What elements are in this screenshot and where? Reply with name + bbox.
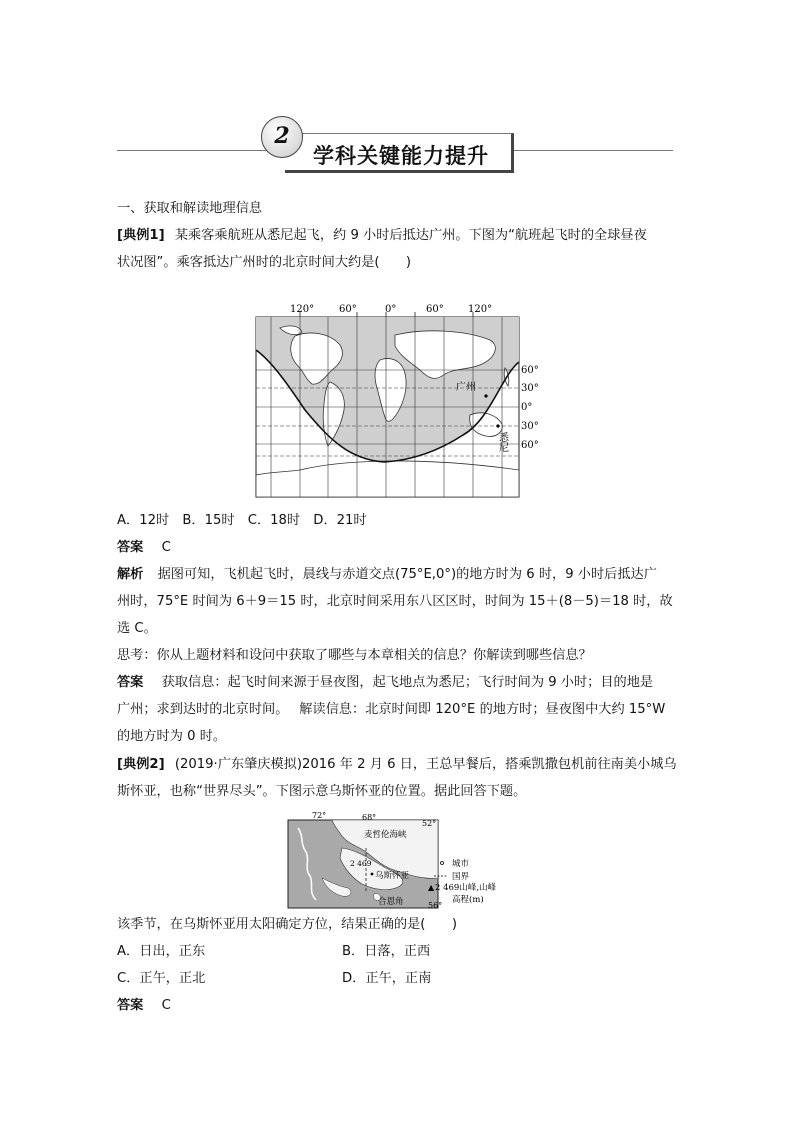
section-heading: 一、获取和解读地理信息 (117, 201, 263, 216)
smap-city: 乌斯怀亚 (375, 871, 410, 881)
example1-answer (117, 539, 171, 557)
example1-question-line2: 状况图”。乘客抵达广州时的北京时间大约是( ) (117, 255, 412, 270)
smap-lon-right: 68° (362, 813, 377, 822)
map-lon-label-4: 60° (426, 304, 444, 315)
world-daynight-map (240, 300, 550, 500)
example2-answer (117, 997, 171, 1015)
thinking-answer-line2: 广州；求到达时的北京时间。 解读信息：北京时间即 120°E 的地方时；昼夜图中大约 15°W (117, 702, 666, 717)
example1-analysis-line2: 州时，75°E 时间为 6＋9＝15 时，北京时间采用东八区区时，时间为 15＋(8－5)＝18 时，故 (117, 594, 673, 609)
smap-cape: 合恩角 (378, 897, 404, 907)
map-lat-label-1: 60° (521, 365, 539, 376)
smap-lat-top: 52° (422, 819, 437, 828)
example2-option-d: D．正午，正南 (342, 971, 432, 986)
example1-tag: [典例1] (117, 228, 165, 243)
smap-peak: 2 469 (350, 859, 372, 868)
world-map-svg (240, 300, 550, 500)
map-lat-label-4: 30° (521, 421, 539, 432)
analysis-label: 解析 (117, 567, 144, 582)
smap-lat-bottom: 56° (428, 901, 443, 910)
example2-option-a: A．日出，正东 (117, 944, 206, 959)
legend-peak-mark: ▲ (428, 883, 435, 892)
map-lat-label-5: 60° (521, 440, 539, 451)
map-lat-label-2: 30° (521, 383, 539, 394)
example2-answer-value: C (161, 998, 171, 1013)
legend-city: 城市 (452, 859, 470, 869)
thinking-question: 思考：你从上题材料和设问中获取了哪些与本章相关的信息？你解读到哪些信息？ (117, 648, 592, 663)
example1-question-line1: 某乘客乘航班从悉尼起飞，约 9 小时后抵达广州。下图为“航班起飞时的全球昼夜 (174, 228, 647, 243)
answer-value: C (161, 540, 171, 555)
ushuaia-map-svg (282, 808, 512, 910)
example1-line1 (117, 227, 647, 245)
example1-analysis-line3: 选 C。 (117, 621, 157, 636)
smap-lon-left: 72° (312, 811, 327, 820)
example2-tag: [典例2] (117, 757, 165, 772)
map-lon-label-2: 60° (339, 304, 357, 315)
example2-sub-question: 该季节，在乌斯怀亚用太阳确定方位，结果正确的是( ) (117, 917, 457, 932)
analysis-text-line1: 据图可知，飞机起飞时，晨线与赤道交点(75°E,0°)的地方时为 6 时，9 小时后抵达广 (157, 567, 657, 582)
thinking-answer-line1 (117, 674, 653, 692)
example2-option-c: C．正午，正北 (117, 971, 206, 986)
example2-option-b: B．日落，正西 (342, 944, 431, 959)
ushuaia-map (282, 808, 512, 910)
thinking-answer-label: 答案 (117, 675, 144, 690)
example2-question-line2: 斯怀亚，也称“世界尽头”。下图示意乌斯怀亚的位置。据此回答下题。 (117, 784, 527, 799)
map-lon-label-3: 0° (385, 304, 397, 315)
map-lon-label-5: 120° (468, 304, 493, 315)
example2-question-line1: (2019·广东肇庆模拟)2016 年 2 月 6 日，王总早餐后，搭乘凯撒包机前往南美小城乌 (174, 757, 677, 772)
map-place-sydney: 悉尼 (496, 432, 508, 452)
legend-border: 国界 (452, 872, 470, 882)
thinking-answer-line3: 的地方时为 0 时。 (117, 729, 227, 744)
answer-label: 答案 (117, 540, 144, 555)
example2-answer-label: 答案 (117, 998, 144, 1013)
legend-city-symbol (441, 862, 444, 865)
section-number: 2 (274, 123, 290, 149)
thinking-answer-text1: 获取信息：起飞时间来源于昼夜图，起飞地点为悉尼；飞行时间为 9 小时；目的地是 (161, 675, 654, 690)
header-rule-left (117, 150, 267, 151)
map-lon-label-1: 120° (290, 304, 315, 315)
header-rule-right (511, 150, 673, 151)
example2-line1 (117, 756, 677, 774)
example1-options: A．12时 B．15时 C．18时 D．21时 (117, 513, 367, 528)
map-place-guangzhou: 广州 (456, 382, 476, 393)
page-title: 学科关键能力提升 (313, 143, 489, 168)
map-lat-label-3: 0° (521, 402, 533, 413)
legend-peak: 2 469山峰,山峰 (435, 883, 497, 893)
legend-elevation: 高程(m) (452, 895, 484, 905)
smap-strait: 麦哲伦海峡 (364, 830, 407, 840)
example1-analysis-line1 (117, 566, 657, 584)
